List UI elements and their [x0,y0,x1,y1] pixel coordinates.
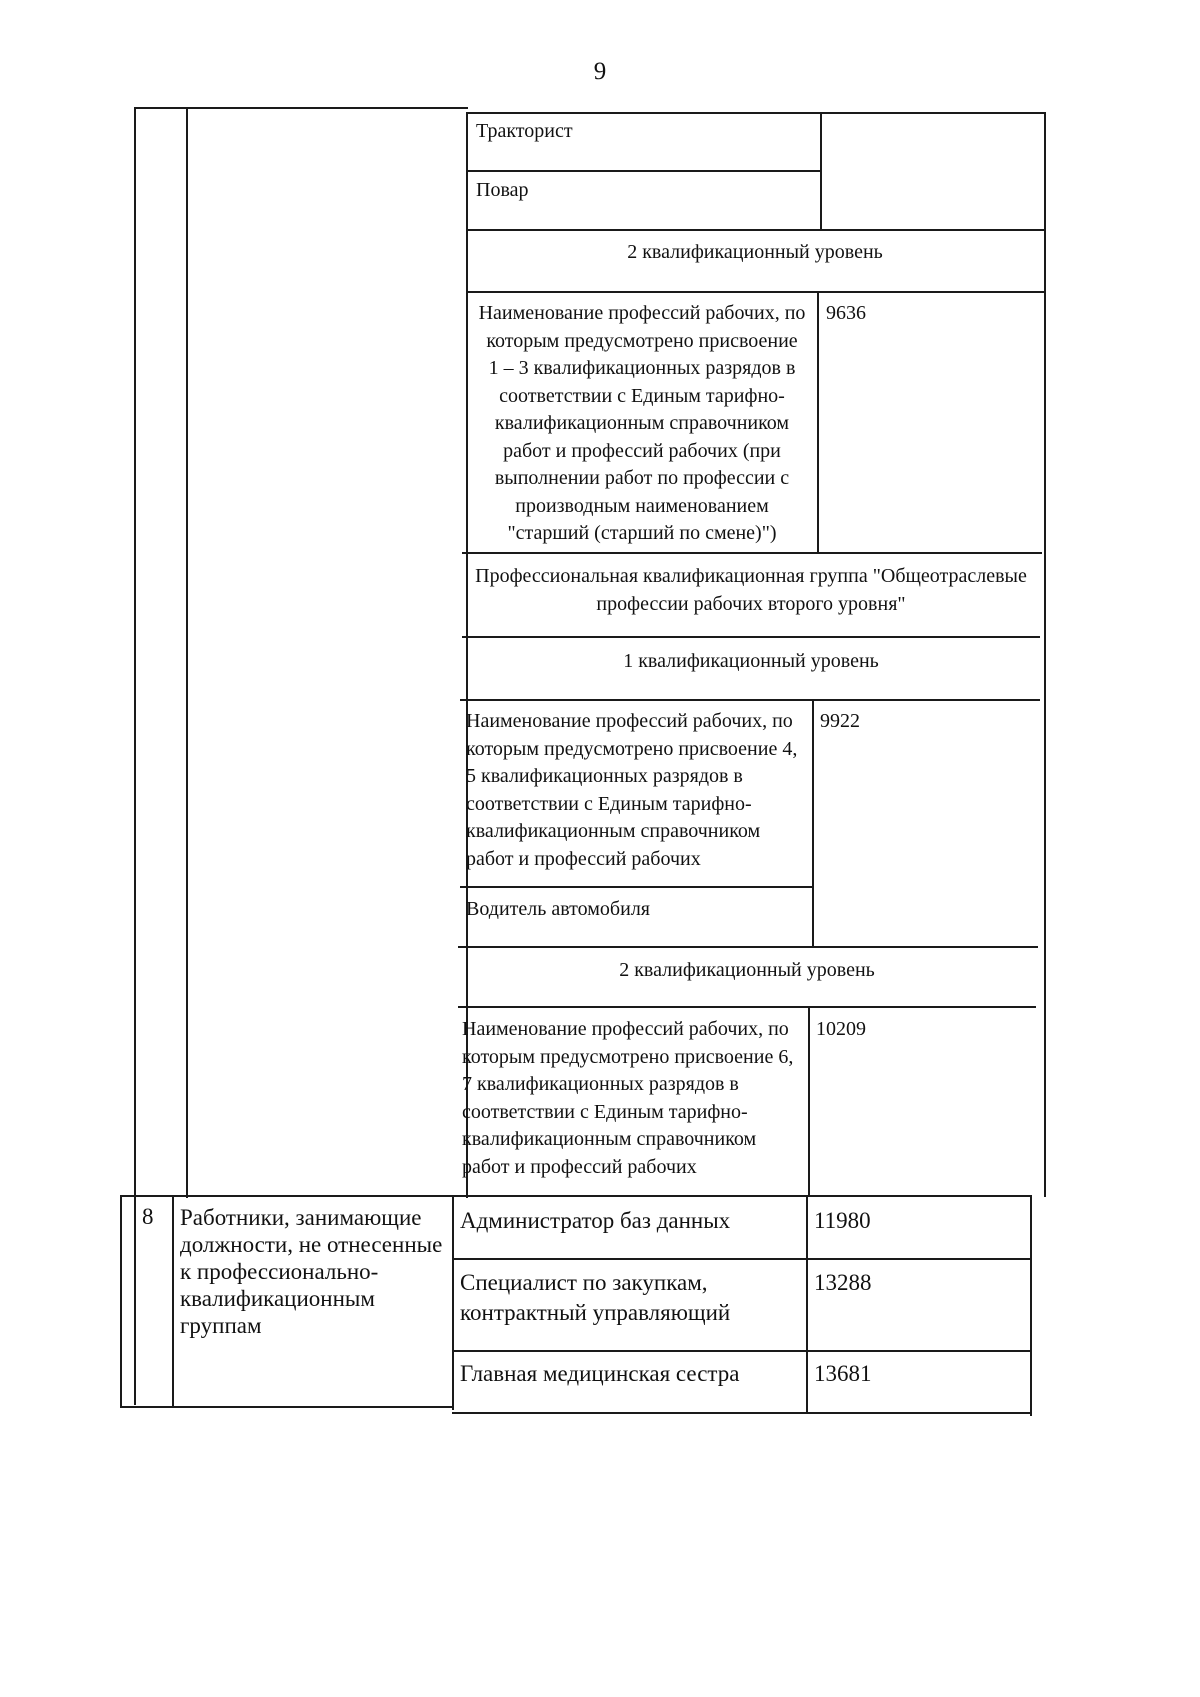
row-border [460,699,1040,701]
profession-name: Повар [476,179,529,201]
col-border-number [186,108,188,1198]
qualification-group-heading: Профессиональная квалификационная группа "Общеотраслевые профессии рабочих второго уровня" [475,565,1027,615]
salary-code: 10209 [816,1018,866,1040]
position-name: Специалист по закупкам, контрактный управляющий [460,1270,731,1325]
col-border-category-lower [452,1196,454,1410]
row-number: 8 [142,1204,154,1229]
col-border-code [808,1006,810,1197]
row-border [466,170,821,172]
page-number: 9 [593,58,607,85]
profession-name: Тракторист [476,120,573,142]
salary-code: 13288 [814,1270,872,1295]
row-border [462,552,1042,554]
table-top-border-left [134,107,468,109]
qualification-level-heading: 2 квалификационный уровень [619,959,875,981]
row-border [462,636,1040,638]
col-border-left-lower [120,1195,122,1408]
profession-name: Наименование профессий рабочих, по которым предусмотрено присвоение 6, 7 квалификационных разрядов в соответствии с Единым тарифно- квалификационным справочником работ и профессий рабочих [462,1018,794,1178]
profession-name: Водитель автомобиля [466,898,650,920]
salary-code: 9922 [820,710,860,732]
profession-name: Наименование профессий рабочих, по которым предусмотрено присвоение 4, 5 квалификационных разрядов в соответствии с Единым тарифно- квалификационным справочником работ и профессий рабочих [466,710,798,870]
salary-code: 9636 [826,302,866,324]
col-border-right-lower [1030,1196,1032,1416]
qualification-level-heading: 1 квалификационный уровень [623,650,879,672]
position-name: Администратор баз данных [460,1208,731,1233]
col-border-left [134,108,136,1405]
row-border [460,886,813,888]
salary-code: 13681 [814,1361,872,1386]
col-border-code [817,291,819,553]
qualification-level-heading: 2 квалификационный уровень [627,241,883,263]
row-border [466,291,1044,293]
profession-name: Наименование профессий рабочих, по которым предусмотрено присвоение 1 – 3 квалификационных разрядов в соответствии с Единым тарифно- квалификационным справочником работ и профессий рабочих (при выполнении работ по профессии с производным наименованием "старший (старший по смене)") [478,302,806,544]
col-border-number-lower [172,1196,174,1408]
table-bottom-border [120,1406,454,1408]
row-border [458,946,1038,948]
table-top-border-right [466,112,1046,114]
category-name: Работники, занимающие должности, не отнесенные к профессионально- квалификационным группам [180,1205,443,1338]
row-border [452,1350,1032,1352]
col-border-code [806,1196,808,1414]
col-border-right [1044,112,1046,1197]
row-border [458,1006,1036,1008]
position-name: Главная медицинская сестра [460,1361,740,1386]
row-border [120,1195,1032,1197]
col-border-code [812,699,814,947]
row-border [466,229,1046,231]
salary-code: 11980 [814,1208,871,1233]
row-border [452,1258,1032,1260]
table-bottom-border [452,1412,1032,1414]
